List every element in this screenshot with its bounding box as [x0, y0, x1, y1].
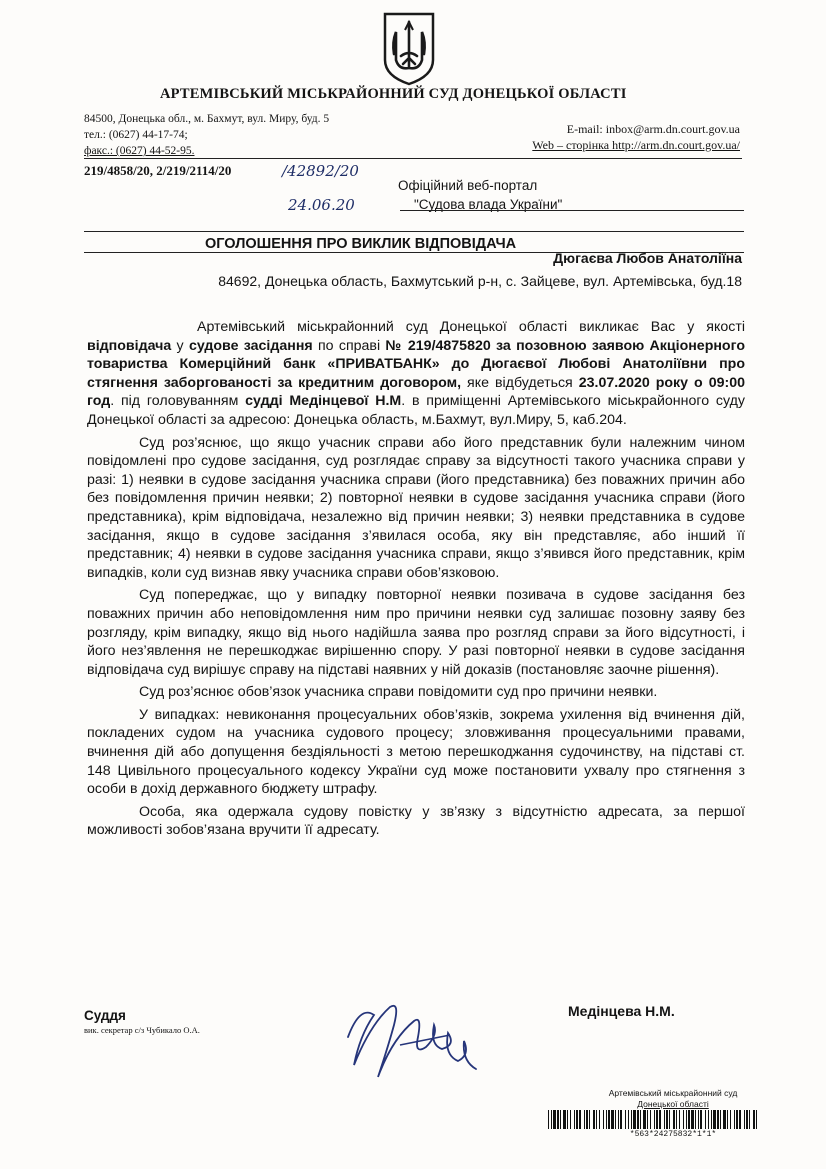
- paragraph-penalty: У випадках: невиконання процесуальних обов’язків, зокрема ухилення від вчинення дій, покладених судом на учасника судового процесу; зловживання процесуальними правами, вчинення дій або допущення бездіяльності з метою перешкоджання судочинству, на підставі ст. 148 Цивільного процесуального кодексу України суд може постановити ухвалу про стягнення з особи в дохід державного бюджету штрафу.: [87, 706, 745, 798]
- court-phone: тел.: (0627) 44-17-74;: [84, 129, 188, 141]
- secretary-name: вик. секретар с/з Чубикало О.А.: [84, 1025, 200, 1035]
- coat-of-arms-icon: [381, 10, 437, 86]
- case-numbers: 219/4858/20, 2/219/2114/20: [84, 163, 232, 178]
- court-stamp: [598, 1088, 748, 1110]
- signature-icon: [330, 985, 490, 1095]
- portal-line-2: "Судова влада України": [414, 197, 563, 212]
- recipient-block: [398, 176, 562, 214]
- recipient-underline: [400, 210, 744, 211]
- handwritten-registration-number: /42892/20: [282, 162, 359, 180]
- addressee-name: Дюгаєва Любов Анатоліїна: [553, 250, 742, 266]
- judge-name: Медінцева Н.М.: [568, 1003, 675, 1019]
- barcode-icon: [548, 1110, 760, 1129]
- portal-line-1: Офіційний веб-портал: [398, 178, 538, 193]
- paragraph-hearing: Артемівський міськрайонний суд Донецької області викликає Вас у якості відповідача у судове засідання по справі № 219/4875820 за позовною заявою Акціонерного товариства Комерційний банк «ПРИВАТБАНК» до Дюгаєвої Любові Анатоліївни про стягнення заборгованості за кредитним договором, яке відбудеться 23.07.2020 року о 09:00 год. під головуванням судді Медінцевої Н.М. в приміщенні Артемівського міськрайонного суду Донецької області за адресою: Донецька область, м.Бахмут, вул.Миру, 5, каб.204.: [87, 319, 745, 428]
- court-name: АРТЕМІВСЬКИЙ МІСЬКРАЙОННИЙ СУД ДОНЕЦЬКОЇ ОБЛАСТІ: [160, 86, 627, 102]
- court-fax: факс.: (0627) 44-52-95.: [84, 145, 195, 157]
- paragraph-warning: Суд попереджає, що у випадку повторної неявки позивача в судове засідання без поважних причин або неповідомлення ним про причини неявки суд залишає позовну заяву без розгляду, крім випадку, якщо від нього надійшла заява про розгляд справи за його відсутності, і його нез’явлення не перешкоджає вирішенню спору. У разі повторної неявки в судове засідання відповідача суд вирішує справу на підставі наявних у ній доказів (постановляє заочне рішення).: [87, 587, 745, 678]
- notice-heading: ОГОЛОШЕННЯ ПРО ВИКЛИК ВІДПОВІДАЧА: [205, 236, 517, 252]
- court-address: 84500, Донецька обл., м. Бахмут, вул. Миру, буд. 5: [84, 113, 330, 125]
- heading-top-rule: [84, 231, 744, 232]
- handwritten-date: 24.06.20: [288, 196, 355, 214]
- stamp-line-2: Донецької області: [637, 1099, 709, 1109]
- barcode-number: *563*24275832*1*1*: [629, 1130, 717, 1139]
- court-email: E-mail: inbox@arm.dn.court.gov.ua: [566, 122, 740, 136]
- paragraph-obligation: Суд роз’яснює обов’язок учасника справи повідомити суд про причини неявки.: [139, 684, 658, 701]
- stamp-line-1: Артемівський міськрайонний суд: [608, 1088, 738, 1098]
- header-divider: [84, 158, 742, 159]
- court-website: Web – сторінка http://arm.dn.court.gov.ua/: [532, 138, 740, 152]
- notice-body: [87, 318, 745, 840]
- paragraph-absence-rules: Суд роз’яснює, що якщо учасник справи або його представник були належним чином повідомлені про судове засідання, суд розглядає справу за відсутності такого учасника справи у разі: 1) неявки в судове засідання учасника справи (його представника) без поважних причин або без повідомлення причин неявки; 2) повторної неявки в судове засідання учасника справи (його представника), крім відповідача, незалежно від причин неявки; 3) неявки представника в судове засідання, якщо в судове засідання з’явилася особа, яку він представляє, або інший її представник; 4) неявки в судове засідання учасника справи, якщо з’явився його представник, крім випадків, коли суд визнав явку учасника справи обов’язковою.: [87, 434, 745, 581]
- paragraph-delivery: Особа, яка одержала судову повістку у зв’язку з відсутністю адресата, за першої можливості зобов’язана вручити її адресату.: [87, 803, 745, 839]
- judge-label: Суддя: [84, 1008, 126, 1023]
- addressee-address: 84692, Донецька область, Бахмутський р-н, с. Зайцеве, вул. Артемівська, буд.18: [218, 273, 742, 289]
